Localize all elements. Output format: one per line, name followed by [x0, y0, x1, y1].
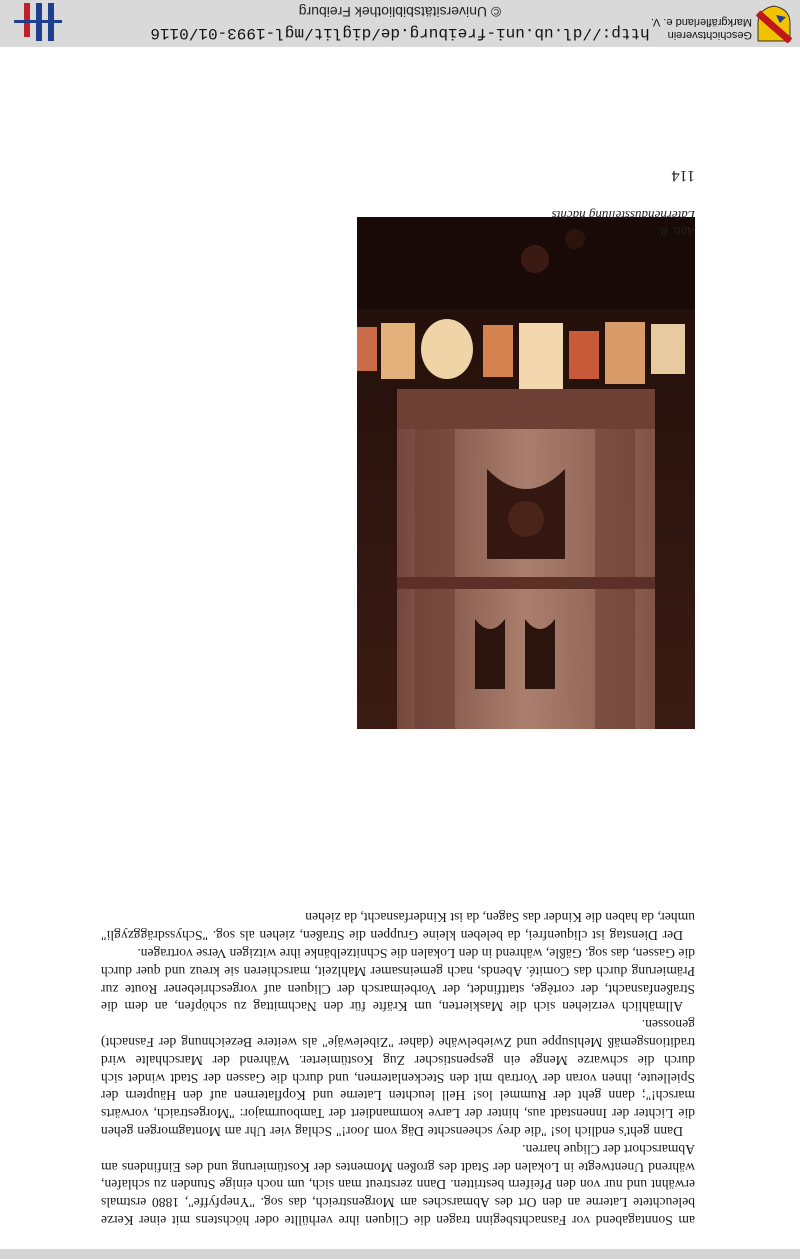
caption-text: Laternenausstellung nachts: [551, 208, 695, 223]
cathedral-photo-illustration: [357, 217, 695, 729]
org-label: [651, 15, 752, 41]
coat-of-arms-icon: [756, 5, 792, 43]
library-credit: © Universitätsbibliothek Freiburg: [298, 4, 502, 20]
page-number: 114: [671, 167, 695, 184]
caption-label: Abb. 8:: [656, 224, 695, 239]
org-line-2: Markgräflerland e. V.: [650, 16, 752, 28]
footer-band: [0, 0, 800, 47]
paragraph-3: Allmählich verziehen sich die Maskierten, um Kräfte für den Nachmittag zu schöpfen, an dem die Straßenfasnacht, der cortège, stattfindet, der Vorbeimarsch der Cliquen auf vorgeschriebener Route zur Prämierung durch das Comité. Abends, nach gemeinsamer Mahlzeit, marschieren sie kreuz und quer durch die Gassen, das sog. Gäßle, während in den Lokalen die Schnitzelbänke ihre witzigen Verse vortragen.: [101, 946, 695, 1015]
org-line-1: Geschichtsverein: [667, 29, 752, 41]
paragraph-2: Dann geht's endlich los! "die drey scheenschte Däg vom Joor!" Schlag vier Uhr am Montagmorgen gehen die Lichter der Innenstadt aus, hinter der Larve kommandiert der Tambourmajor: "Morgestraich, vorwärts marsch!"; dann geht der Rummel los! Hell leuchten Laterne und Kopflaternen auf den Häuptern der Spielleute, ihnen voran der Vortrab mit den Steckenlaternen, und durch die Gassen der Stadt windet sich durch die schwarze Menge ein gespenstischer Zug Kostümierter. Während der Marschhalte wird traditionsgemäß Mehlsuppe und Zwiebelwähe (daher "Zibelewäje" als weitere Bezeichnung der Fasnacht) genossen.: [101, 1017, 695, 1140]
lantern-photo: [357, 217, 695, 729]
body-text: [101, 909, 695, 1229]
figure-caption: [395, 207, 695, 239]
permalink-url[interactable]: http://dl.ub.uni-freiburg.de/diglit/mgl-1993-01/0116: [150, 24, 650, 42]
top-strip: [0, 1249, 800, 1259]
library-logo-icon: [14, 3, 62, 41]
paragraph-4: Der Dienstag ist cliquenfrei, da beleben kleine Gruppen die Straßen, ziehen als sog. "Schyssdräggzygli" umher, da haben die Kinder das Sagen, da ist Kinderfasnacht, da ziehen: [101, 910, 695, 944]
paragraph-1: am Sonntagabend vor Fasnachtsbeginn tragen die Cliquen ihre verhüllte oder höchstens mit einer Kerze beleuchtete Laterne an den Ort des Abmarsches am Morgenstreich, das sog. "Ynepfyffe", 1880 erstmals erwähnt und nur von den Pfeifern bestritten. Dann zerstreut man sich, um noch einige Stunden zu schlafen, während Unentwegte in Lokalen der Stadt des großen Momentes der Kostümierung und des Einfindens am Abmarschort der Clique harren.: [101, 1141, 695, 1228]
